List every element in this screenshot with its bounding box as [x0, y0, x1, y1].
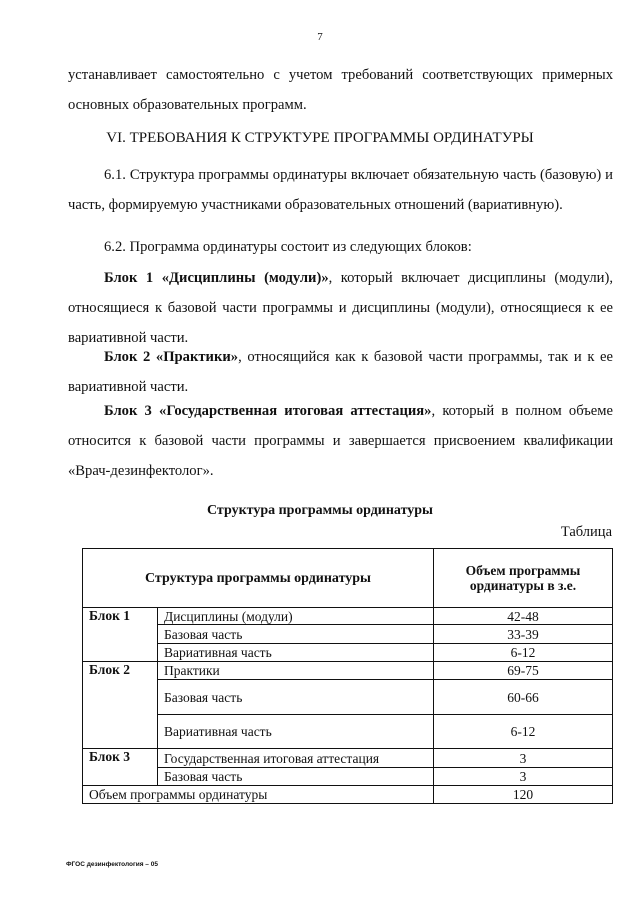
- page-number: 7: [317, 31, 323, 43]
- table-row: [83, 680, 613, 715]
- row-value: 33-39: [434, 625, 613, 644]
- continuation-line-1: устанавливает самостоятельно с учетом требований соответствующих примерных: [68, 67, 613, 83]
- row-value: 69-75: [434, 662, 613, 680]
- block-3-title: Блок 3 «Государственная итоговая аттестация»: [104, 403, 432, 419]
- continuation-line-2: основных образовательных программ.: [68, 97, 307, 113]
- paragraph-block-1: [68, 263, 613, 353]
- row-value: 3: [434, 768, 613, 786]
- table-row: [83, 608, 613, 625]
- row-name: Базовая часть: [158, 768, 434, 786]
- footer: ФГОС дезинфектология – 05: [66, 861, 158, 868]
- block-2-text: , относящийся как к базовой части программы, так и к ее вариативной части.: [68, 349, 613, 395]
- table-row: [83, 644, 613, 662]
- total-label: Объем программы ординатуры: [83, 786, 434, 804]
- continuation-paragraph: [68, 60, 613, 120]
- paragraph-block-3: [68, 396, 613, 486]
- row-value: 3: [434, 749, 613, 768]
- program-structure-table: [82, 548, 613, 804]
- table-header-row: [83, 549, 613, 608]
- paragraph-block-2: [68, 342, 613, 402]
- row-name: Дисциплины (модули): [158, 608, 434, 625]
- row-name: Базовая часть: [158, 680, 434, 715]
- table-row: [83, 662, 613, 680]
- row-name: Практики: [158, 662, 434, 680]
- table-row: [83, 749, 613, 768]
- row-name: Государственная итоговая аттестация: [158, 749, 434, 768]
- section-heading: VI. ТРЕБОВАНИЯ К СТРУКТУРЕ ПРОГРАММЫ ОРДИНАТУРЫ: [106, 130, 534, 146]
- table-row: [83, 768, 613, 786]
- row-value: 42-48: [434, 608, 613, 625]
- table-row: [83, 625, 613, 644]
- row-value: 6-12: [434, 644, 613, 662]
- block-1-label: Блок 1: [83, 608, 158, 662]
- paragraph-6-2: 6.2. Программа ординатуры состоит из следующих блоков:: [104, 239, 472, 255]
- row-name: Вариативная часть: [158, 644, 434, 662]
- block-1-title: Блок 1 «Дисциплины (модули)»: [104, 270, 329, 286]
- block-1-text: , который включает дисциплины (модули), относящиеся к базовой части программы и дисциплины (модули), относящиеся к ее вариативной части.: [68, 270, 613, 346]
- header-volume: Объем программы ординатуры в з.е.: [434, 549, 613, 608]
- row-name: Базовая часть: [158, 625, 434, 644]
- block-2-label: Блок 2: [83, 662, 158, 749]
- row-value: 60-66: [434, 680, 613, 715]
- table-row: [83, 715, 613, 749]
- block-3-label: Блок 3: [83, 749, 158, 786]
- row-value: 6-12: [434, 715, 613, 749]
- block-2-title: Блок 2 «Практики»: [104, 349, 239, 365]
- total-value: 120: [434, 786, 613, 804]
- header-structure: Структура программы ординатуры: [83, 549, 434, 608]
- table-title: Структура программы ординатуры: [207, 503, 433, 518]
- paragraph-6-1: 6.1. Структура программы ординатуры включает обязательную часть (базовую) и часть, формируемую участниками образовательных отношений (вариативную).: [68, 167, 613, 213]
- row-name: Вариативная часть: [158, 715, 434, 749]
- table-total-row: [83, 786, 613, 804]
- block-3-text: , который в полном объеме относится к базовой части программы и завершается присвоением квалификации «Врач-дезинфектолог».: [68, 403, 613, 479]
- table-label: Таблица: [560, 524, 612, 540]
